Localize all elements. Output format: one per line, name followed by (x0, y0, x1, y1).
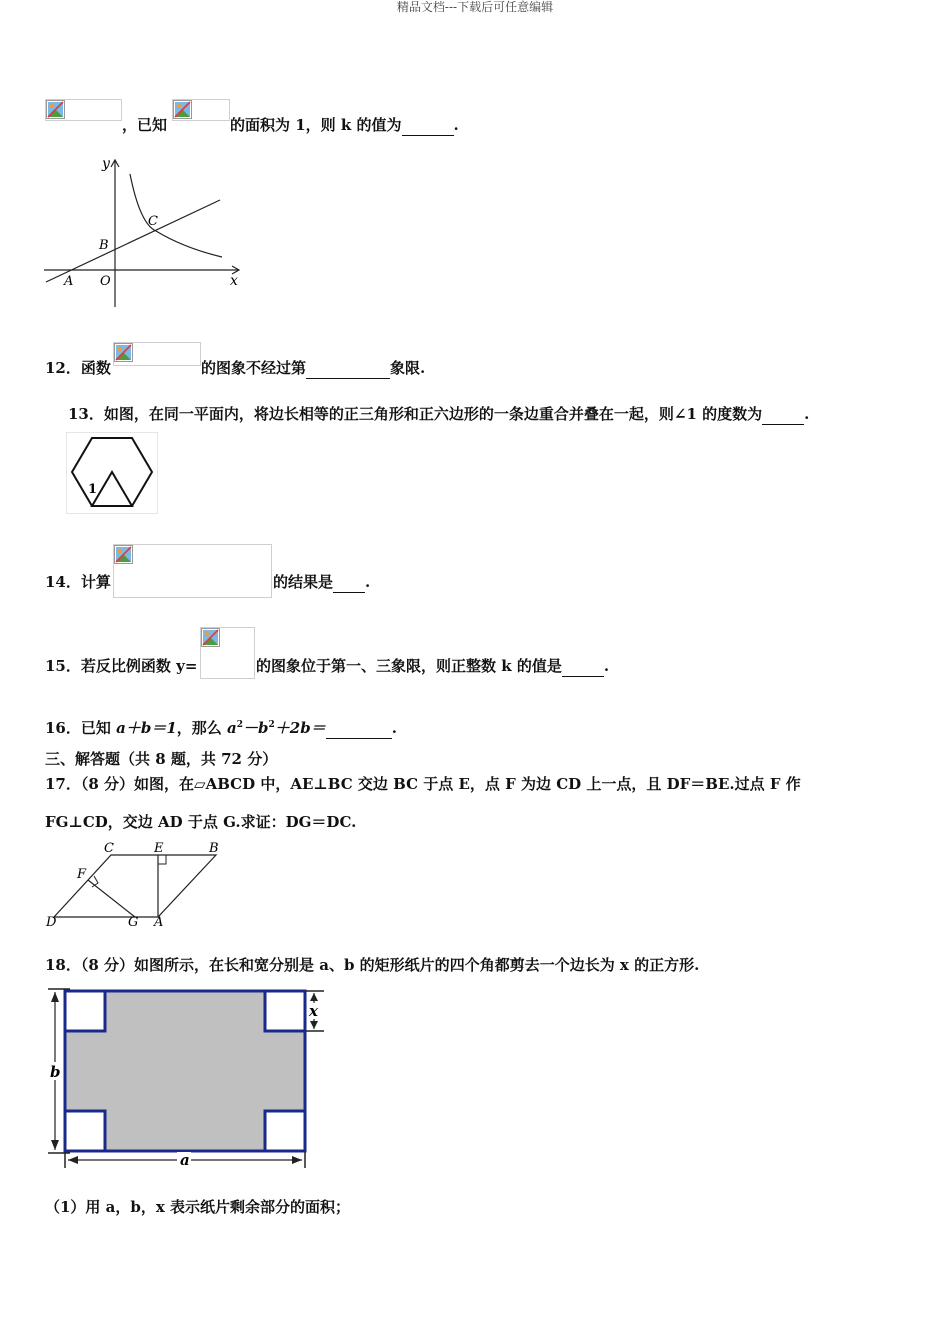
answer-blank (333, 572, 365, 593)
dimension-label-a: a (180, 1151, 190, 1169)
q17-parallelogram-figure (44, 838, 229, 928)
point-label-c: C (148, 214, 158, 229)
q13-text: 13．如图，在同一平面内，将边长相等的正三角形和正六边形的一条边重合并叠在一起，则∠1 的度数为 (68, 405, 763, 423)
q15-number: 15．若反比例函数 y= (45, 657, 198, 675)
point-label-c: C (104, 841, 114, 856)
q18-sub1: （1）用 a，b，x 表示纸片剩余部分的面积； (45, 1198, 351, 1216)
q12-number: 12．函数 (45, 359, 111, 377)
q13-hexagon-figure (66, 432, 158, 514)
q17-line1: 17．（8 分）如图，在▱ABCD 中，AE⊥BC 交边 BC 于点 E，点 F 为边 CD 上一点，且 DF＝BE.过点 F 作 (45, 775, 801, 793)
point-label-g: G (128, 915, 139, 930)
point-label-b: B (99, 238, 109, 253)
point-label-a: A (64, 274, 74, 289)
point-label-b: B (209, 841, 219, 856)
formula-image (113, 544, 272, 598)
answer-blank (306, 358, 390, 379)
page-header: 精品文档---下载后可任意编辑 (396, 0, 554, 14)
formula-image (172, 99, 230, 121)
q17-line2: FG⊥CD，交边 AD 于点 G.求证：DG＝DC. (45, 813, 357, 831)
dimension-label-x: x (309, 1002, 318, 1020)
point-label-o: O (100, 274, 111, 289)
broken-image-icon (114, 343, 133, 362)
formula-image (45, 99, 122, 121)
point-label-f: F (77, 867, 87, 882)
broken-image-icon (46, 100, 65, 119)
answer-blank (326, 718, 392, 739)
section-title: 三、解答题（共 8 题，共 72 分） (45, 750, 278, 768)
point-label-d: D (46, 915, 57, 930)
q18-line1: 18．（8 分）如图所示，在长和宽分别是 a、b 的矩形纸片的四个角都剪去一个边长为 x 的正方形. (45, 956, 700, 974)
q11-graph-figure (44, 152, 249, 312)
axis-label-x: x (230, 273, 238, 289)
q16-condition: a＋b＝1 (116, 719, 177, 737)
broken-image-icon (173, 100, 192, 119)
broken-image-icon (201, 628, 220, 647)
point-label-a: A (154, 915, 164, 930)
formula-image (200, 627, 255, 679)
axis-label-y: y (102, 156, 110, 172)
q11-text-a: ，已知 (122, 116, 168, 134)
formula-image (113, 342, 201, 366)
answer-blank (762, 404, 804, 425)
q14-number: 14．计算 (45, 573, 111, 591)
broken-image-icon (114, 545, 133, 564)
dimension-label-b: b (50, 1063, 61, 1081)
answer-blank (402, 115, 454, 136)
q11-text-b: 的面积为 1，则 k 的值为 (230, 116, 402, 134)
angle-label: 1 (88, 482, 98, 497)
answer-blank (562, 656, 604, 677)
point-label-e: E (154, 841, 164, 856)
q18-rectangle-figure (44, 984, 334, 1172)
q16-number: 16．已知 (45, 719, 117, 737)
